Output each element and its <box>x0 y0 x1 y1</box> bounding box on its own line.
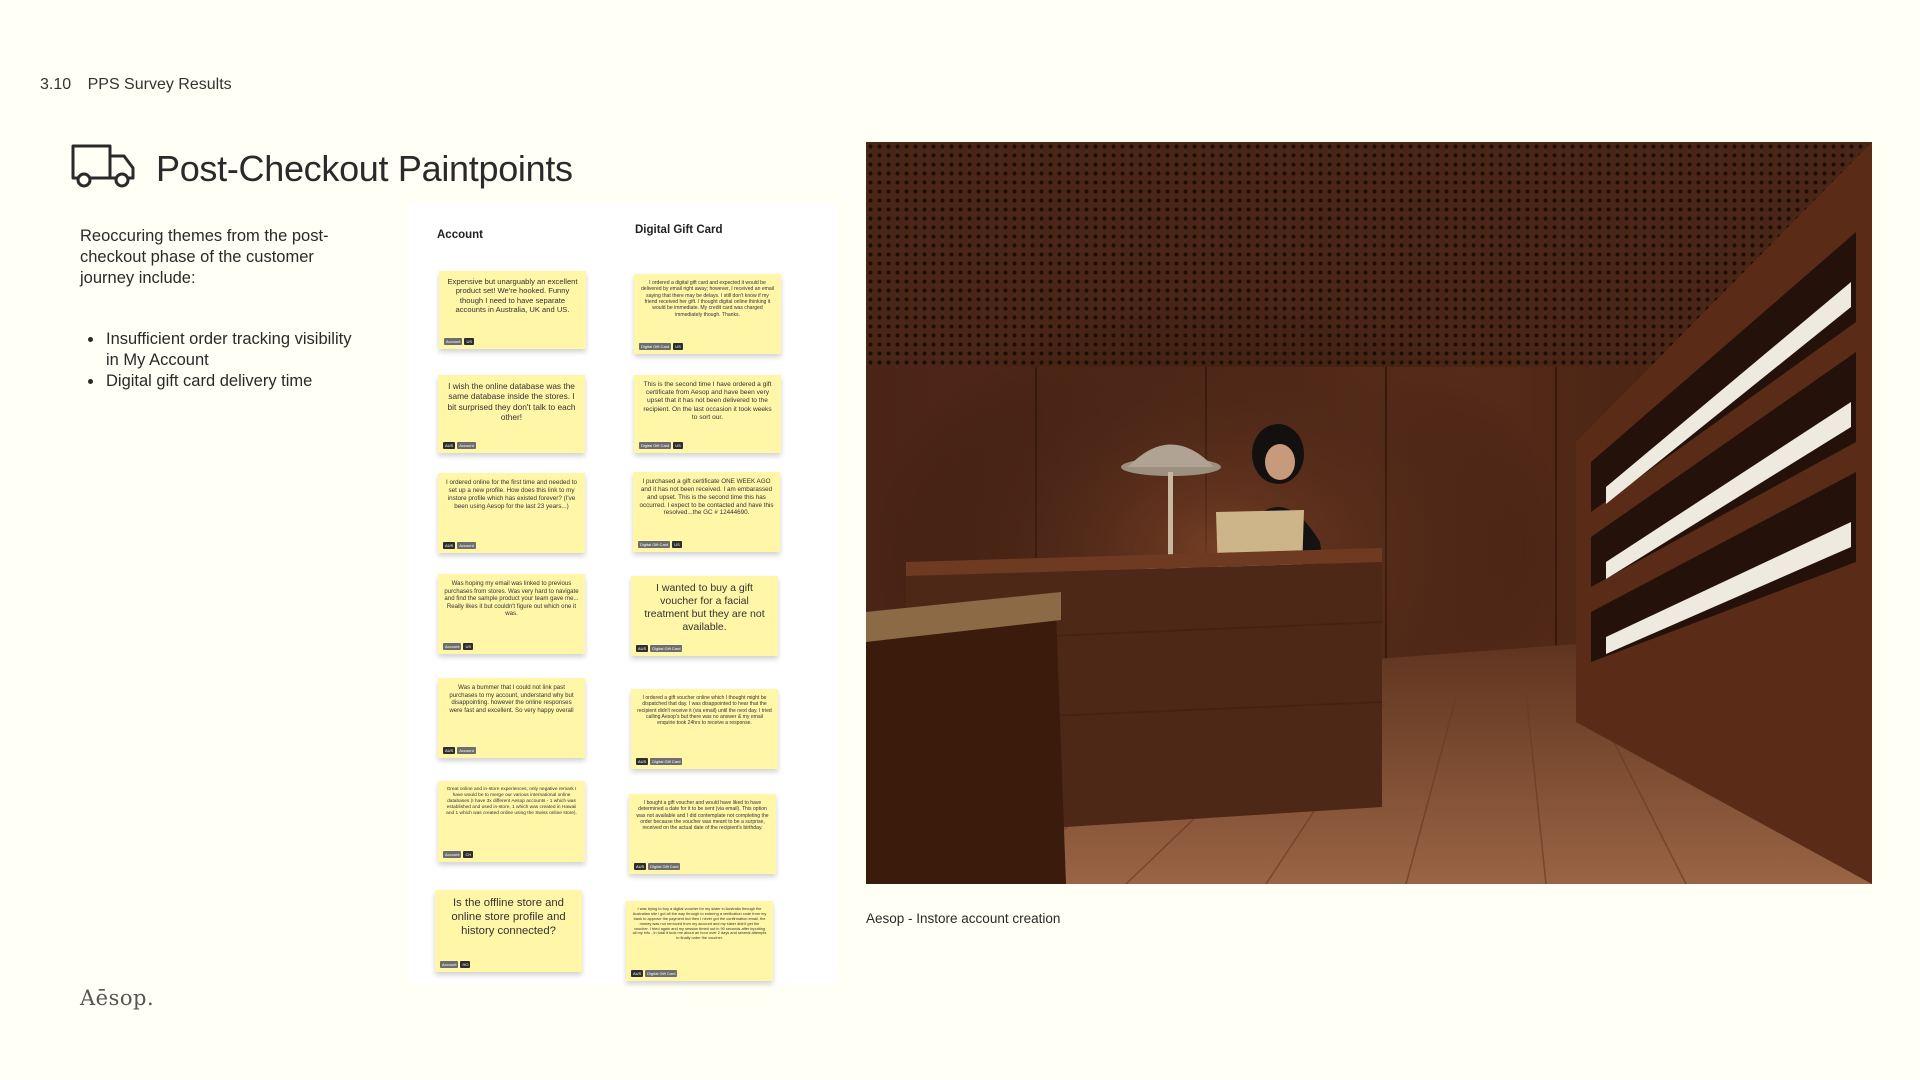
store-photo <box>866 142 1872 884</box>
sticky-note: I wish the online database was the same database inside the stores. I bit surprised they don't talk to each other! AUS Account <box>438 375 585 453</box>
sticky-note: Great online and in-store experiences, only negative remark I have would be to merge our various international online databases (I have 3x different Aesop accounts - 1 which was established and used in-store, 1 which was created in Hawaii and 1 which was created online using the Swiss online store). Account CH <box>438 781 585 862</box>
sticky-note: I was trying to buy a digital voucher for my sister in Australia through the Australian site i got all the way through to entering a verification code from my bank to approve the payment but then I never got the confirmation email, the money was not removed from my account and my sister didn't get the voucher. I tried again and my session timed out in 90 seconds after inputting all my info - in total it took me about an hour over 2 days and several attempts to finally order the voucher. AUS Digital Gift Card <box>626 901 773 981</box>
sticky-note: I bought a gift voucher and would have liked to have determined a date for it to be sent (via email). This option was not available and I did contemplate not completing the order because the voucher was meant to be a surprise, received on the actual date of the recipient's birthday. AUS Digital Gift Card <box>629 794 776 874</box>
page-title: Post-Checkout Paintpoints <box>156 147 573 189</box>
sticky-note: I ordered a gift voucher online which I thought might be dispatched that day. I was disappointed to hear that the recipient didn't receive it (via email) until the next day. I tried calling Aesop's but there was no answer & my email enquirie took 24hrs to receive a response. AUS Digital Gift Card <box>631 689 778 769</box>
theme-item: • Insufficient order tracking visibility in My Account <box>104 329 364 371</box>
sticky-note: I ordered a digital gift card and expected it would be delivered by email right away; however, I received an email saying that there may be delays. I still don't know if my friend received her gift. I thought digital online thinking it would be immediate. My credit card was charged immediately though. Thanks. Digital Gift Card US <box>634 274 781 354</box>
sticky-note: Was a bummer that I could not link past purchases to my account, understand why but disappointing. however the online responses were fast and excellent. So very happy overall AUS Account <box>438 678 585 758</box>
intro-text: Reoccuring themes from the post-checkout phase of the customer journey include: <box>80 227 329 287</box>
column-heading-account: Account <box>437 229 483 241</box>
page-header <box>70 142 573 195</box>
section-number: 3.10 <box>40 76 72 93</box>
column-heading-digital-gift-card: Digital Gift Card <box>635 224 723 236</box>
photo-caption: Aesop - Instore account creation <box>866 911 1061 926</box>
sticky-note: I ordered online for the first time and needed to set up a new profile. How does this link to my instore profile which has existed forever? (I've been using Aesop for the last 23 years...) AUS Account <box>438 473 585 553</box>
delivery-truck-icon <box>70 142 136 195</box>
theme-list <box>86 329 364 392</box>
sticky-note: I purchased a gift certificate ONE WEEK AGO and it has not been received. I am embarassed and upset. This is the second time this has occurred. I expect to be contacted and have this resolved...the GC # 12444690. Digital Gift Card US <box>633 472 780 552</box>
theme-item: • Digital gift card delivery time <box>104 371 364 392</box>
aesop-logo: Aēsop. <box>80 986 155 1010</box>
sticky-note: I wanted to buy a gift voucher for a facial treatment but they are not available. AUS Digital Gift Card <box>631 576 778 656</box>
sticky-note: Is the offline store and online store profile and history connected? Account HO <box>435 890 582 972</box>
sticky-note: Expensive but unarguably an excellent product set! We're hooked. Funny though I need to have separate accounts in Australia, UK and US. Account US <box>439 271 586 349</box>
section-title: PPS Survey Results <box>87 76 232 93</box>
section-label <box>40 76 232 94</box>
sticky-note-board <box>409 204 837 984</box>
sticky-note: This is the second time I have ordered a gift certificate from Aesop and have been very upset that it has not been delivered to the recipient. On the last occasion it took weeks to sort our. Digital Gift Card US <box>634 375 781 453</box>
sticky-note: Was hoping my email was linked to previous purchases from stores. Was very hard to navigate and find the sample product your team gave me... Really likes it but couldn't figure out which one it was. Account US <box>438 574 585 654</box>
